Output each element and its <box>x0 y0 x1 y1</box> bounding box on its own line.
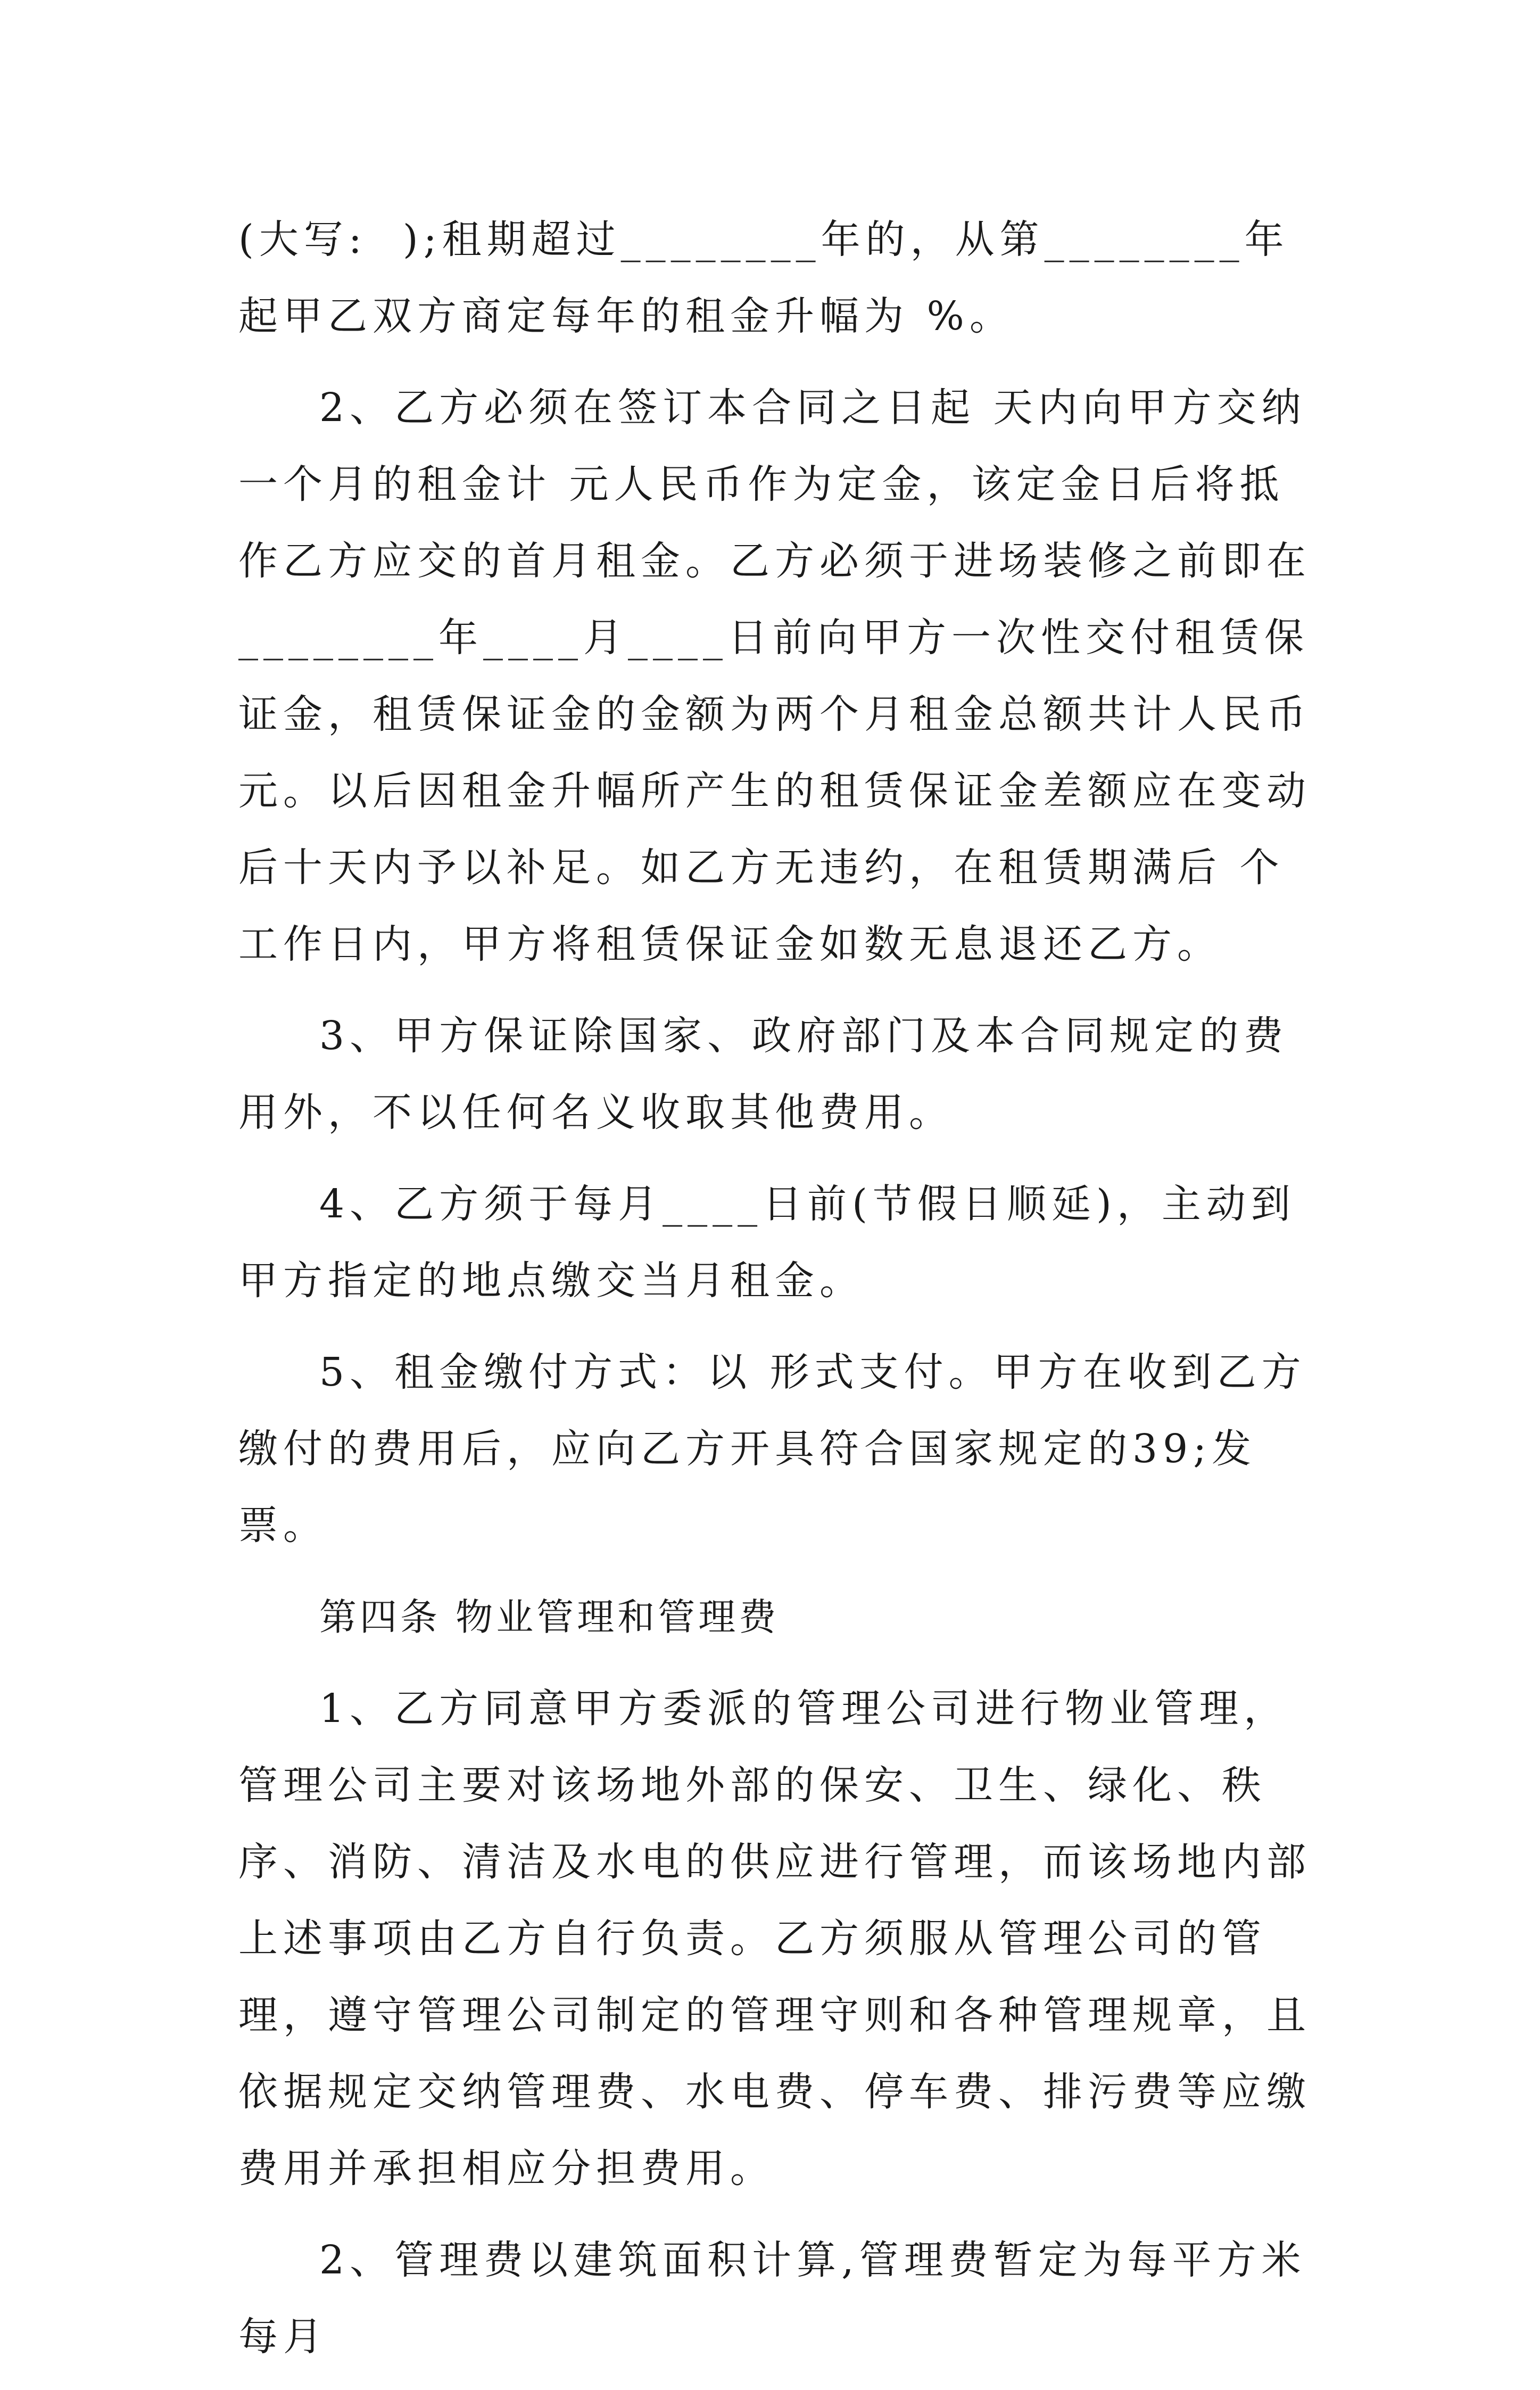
paragraph-payment-method: 5、租金缴付方式：以 形式支付。甲方在收到乙方缴付的费用后，应向乙方开具符合国家规定的39;发票。 <box>238 1349 1306 1548</box>
document-body <box>238 201 1329 2390</box>
paragraph-rent-increase: (大写: );租期超过________年的，从第________年起甲乙双方商定每年的租金升幅为 %。 <box>238 217 1289 339</box>
paragraph-management-fee: 2、管理费以建筑面积计算,管理费暂定为每平方米每月 <box>238 2237 1306 2360</box>
section-heading-article-4: 第四条 物业管理和管理费 <box>319 1595 780 1639</box>
paragraph-deposit: 2、乙方必须在签订本合同之日起 天内向甲方交纳一个月的租金计 元人民币作为定金，该定金日后将抵作乙方应交的首月租金。乙方必须于进场装修之前即在________年____月____日前向甲方一次性交付租赁保证金，租赁保证金的金额为两个月租金总额共计人民币 元。以后因租金升幅所产生的租赁保证金差额应在变动后十天内予以补足。如乙方无违约，在租赁期满后 个工作日内，甲方将租赁保证金如数无息退还乙方。 <box>238 385 1329 967</box>
paragraph-monthly-payment: 4、乙方须于每月____日前(节假日顺延)，主动到甲方指定的地点缴交当月租金。 <box>238 1181 1296 1304</box>
paragraph-property-management: 1、乙方同意甲方委派的管理公司进行物业管理，管理公司主要对该场地外部的保安、卫生、绿化、秩序、消防、清洁及水电的供应进行管理，而该场地内部上述事项由乙方自行负责。乙方须服从管理公司的管理，遵守管理公司制定的管理守则和各种管理规章，且依据规定交纳管理费、水电费、停车费、排污费等应缴费用并承担相应分担费用。 <box>238 1686 1311 2191</box>
paragraph-fees-guarantee: 3、甲方保证除国家、政府部门及本合同规定的费用外，不以任何名义收取其他费用。 <box>238 1013 1289 1135</box>
